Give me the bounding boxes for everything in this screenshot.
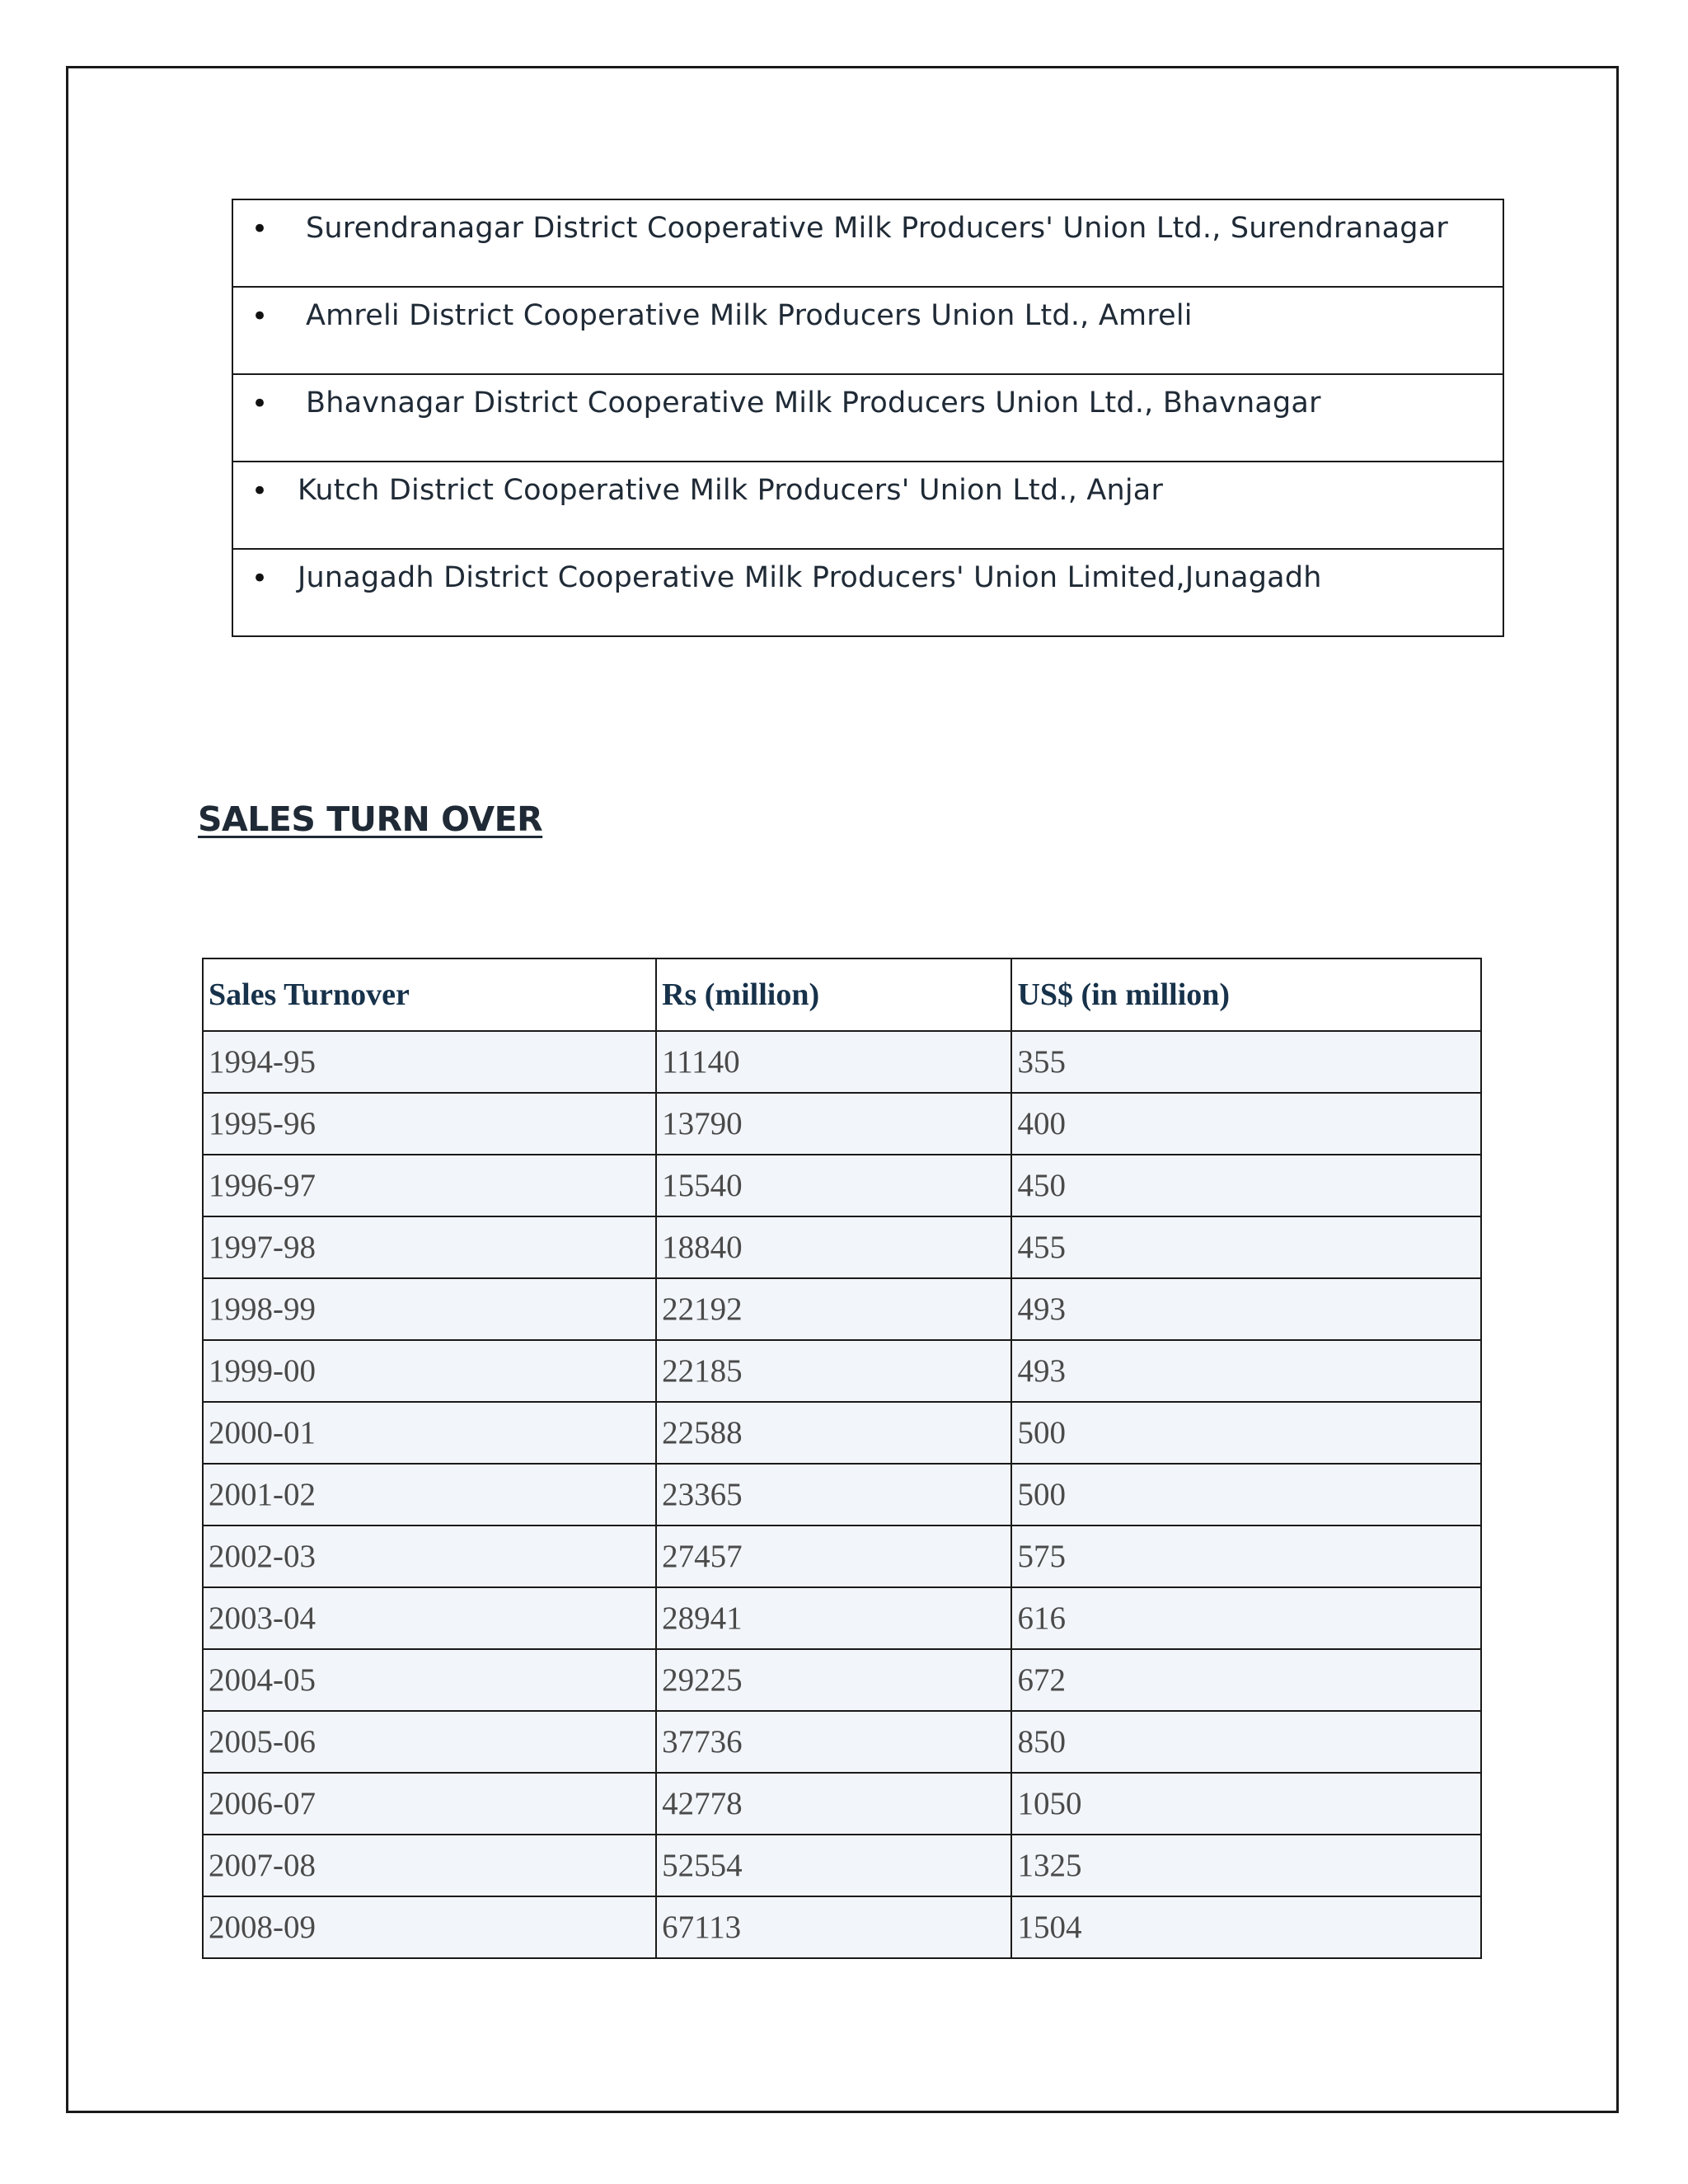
union-name: Junagadh District Cooperative Milk Producers' Union Limited,Junagadh <box>298 561 1322 594</box>
sales-turnover-table <box>202 958 1482 1959</box>
union-row <box>232 199 1503 287</box>
cell-year: 2005-06 <box>203 1711 656 1773</box>
cell-rs-million: 67113 <box>656 1896 1011 1958</box>
cell-usd-million: 1504 <box>1011 1896 1481 1958</box>
cell-usd-million: 672 <box>1011 1649 1481 1711</box>
cell-rs-million: 15540 <box>656 1155 1011 1216</box>
cell-usd-million: 616 <box>1011 1587 1481 1649</box>
table-row <box>203 1093 1481 1155</box>
cell-usd-million: 500 <box>1011 1464 1481 1526</box>
cell-year: 2001-02 <box>203 1464 656 1526</box>
header-sales-turnover: Sales Turnover <box>203 958 656 1031</box>
cell-rs-million: 11140 <box>656 1031 1011 1093</box>
table-row <box>203 1835 1481 1896</box>
bullet-icon: • <box>251 387 269 420</box>
cell-year: 1999-00 <box>203 1340 656 1402</box>
union-name: Kutch District Cooperative Milk Producers' Union Ltd., Anjar <box>298 474 1164 507</box>
cell-usd-million: 450 <box>1011 1155 1481 1216</box>
table-row <box>203 1649 1481 1711</box>
table-row <box>203 1587 1481 1649</box>
header-usd-million: US$ (in million) <box>1011 958 1481 1031</box>
cell-usd-million: 575 <box>1011 1526 1481 1587</box>
table-row <box>203 1278 1481 1340</box>
cell-usd-million: 355 <box>1011 1031 1481 1093</box>
cell-rs-million: 23365 <box>656 1464 1011 1526</box>
cell-rs-million: 52554 <box>656 1835 1011 1896</box>
union-cell <box>232 199 1503 287</box>
cell-rs-million: 28941 <box>656 1587 1011 1649</box>
header-rs-million: Rs (million) <box>656 958 1011 1031</box>
cell-year: 1996-97 <box>203 1155 656 1216</box>
bullet-icon: • <box>251 562 269 595</box>
union-cell <box>232 287 1503 374</box>
table-row <box>203 1773 1481 1835</box>
cell-year: 1994-95 <box>203 1031 656 1093</box>
table-row <box>203 1216 1481 1278</box>
cell-usd-million: 493 <box>1011 1278 1481 1340</box>
cell-usd-million: 400 <box>1011 1093 1481 1155</box>
table-row <box>203 1896 1481 1958</box>
cell-rs-million: 27457 <box>656 1526 1011 1587</box>
table-header-row <box>203 958 1481 1031</box>
cell-year: 1995-96 <box>203 1093 656 1155</box>
union-cell <box>232 549 1503 636</box>
table-row <box>203 1155 1481 1216</box>
sales-table-body <box>203 1031 1481 1958</box>
table-row <box>203 1340 1481 1402</box>
cell-year: 2007-08 <box>203 1835 656 1896</box>
cell-usd-million: 493 <box>1011 1340 1481 1402</box>
union-name: Amreli District Cooperative Milk Producers Union Ltd., Amreli <box>306 299 1193 332</box>
union-name: Bhavnagar District Cooperative Milk Producers Union Ltd., Bhavnagar <box>306 387 1321 419</box>
table-row <box>203 1526 1481 1587</box>
cell-year: 2003-04 <box>203 1587 656 1649</box>
table-row <box>203 1402 1481 1464</box>
table-row <box>203 1031 1481 1093</box>
bullet-icon: • <box>251 213 269 246</box>
union-name: Surendranagar District Cooperative Milk Producers' Union Ltd., Surendranagar <box>306 212 1448 245</box>
section-heading: SALES TURN OVER <box>198 799 543 839</box>
union-row <box>232 462 1503 549</box>
cell-rs-million: 29225 <box>656 1649 1011 1711</box>
cell-usd-million: 1325 <box>1011 1835 1481 1896</box>
cell-usd-million: 500 <box>1011 1402 1481 1464</box>
cell-rs-million: 22185 <box>656 1340 1011 1402</box>
bullet-icon: • <box>251 300 269 333</box>
cell-rs-million: 13790 <box>656 1093 1011 1155</box>
cell-rs-million: 22588 <box>656 1402 1011 1464</box>
cell-usd-million: 850 <box>1011 1711 1481 1773</box>
cell-rs-million: 22192 <box>656 1278 1011 1340</box>
union-row <box>232 374 1503 462</box>
cell-year: 2004-05 <box>203 1649 656 1711</box>
cell-rs-million: 42778 <box>656 1773 1011 1835</box>
cell-year: 2000-01 <box>203 1402 656 1464</box>
cell-usd-million: 455 <box>1011 1216 1481 1278</box>
cell-year: 1998-99 <box>203 1278 656 1340</box>
cell-year: 1997-98 <box>203 1216 656 1278</box>
union-cell <box>232 462 1503 549</box>
cell-year: 2002-03 <box>203 1526 656 1587</box>
cell-rs-million: 37736 <box>656 1711 1011 1773</box>
union-list-table <box>232 199 1504 637</box>
union-row <box>232 287 1503 374</box>
cell-usd-million: 1050 <box>1011 1773 1481 1835</box>
cell-year: 2008-09 <box>203 1896 656 1958</box>
cell-year: 2006-07 <box>203 1773 656 1835</box>
table-row <box>203 1464 1481 1526</box>
union-row <box>232 549 1503 636</box>
table-row <box>203 1711 1481 1773</box>
cell-rs-million: 18840 <box>656 1216 1011 1278</box>
bullet-icon: • <box>251 475 269 508</box>
union-cell <box>232 374 1503 462</box>
